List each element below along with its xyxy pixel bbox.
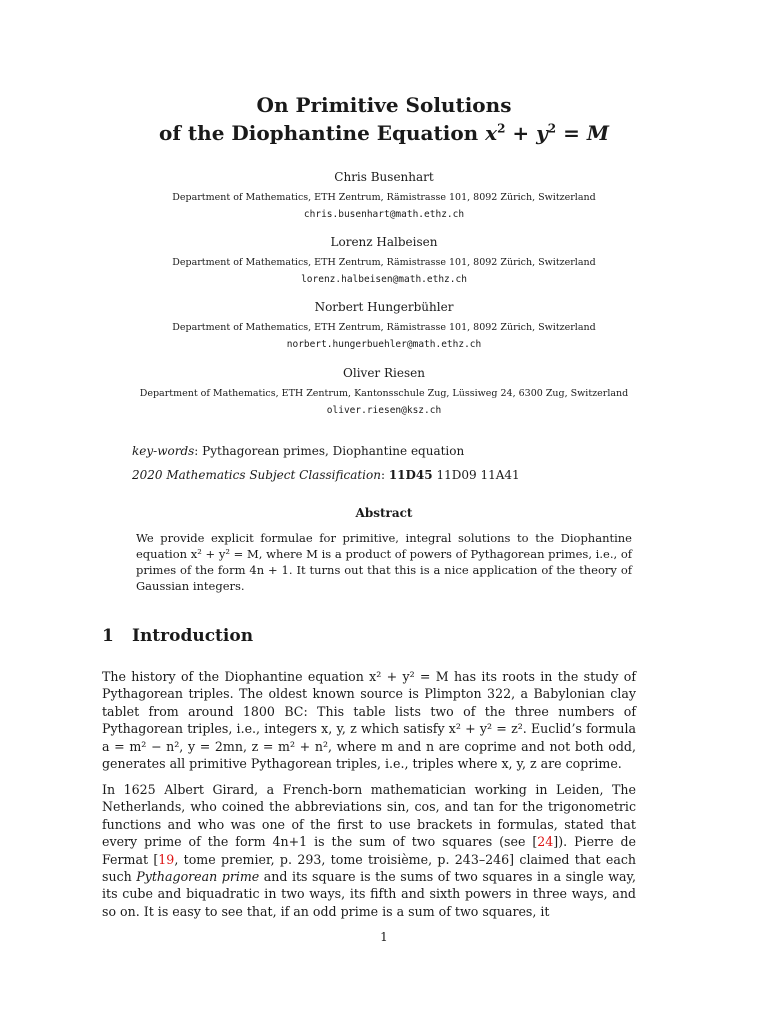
msc-line	[132, 468, 520, 482]
msc-primary: 11D45	[388, 468, 433, 482]
title-line-2	[0, 120, 768, 147]
paragraph-2-emphasis: Pythagorean prime	[136, 869, 260, 885]
author-name-2: Lorenz Halbeisen	[330, 235, 438, 249]
keywords-sep: :	[194, 444, 203, 458]
author-name-3: Norbert Hungerbühler	[314, 300, 454, 314]
abstract-text: We provide explicit formulae for primitive, integral solutions to the Diophantine equation x² + y² = M, where M is a product of powers of Pythagorean primes, i.e., of primes of the form 4n + 1. It turns out that this is a nice application of the theory of Gaussian integers.	[136, 531, 632, 593]
author-affiliation-1: Department of Mathematics, ETH Zentrum, Rämistrasse 101, 8092 Zürich, Switzerland	[172, 192, 596, 203]
paragraph-2-text-a: In 1625 Albert Girard, a French-born mathematician working in Leiden, The Netherlands, who coined the abbreviations sin, cos, and tan for the trigonometric functions and who was one of the first to use brackets in formulas, stated that every prime of the form 4n+1 is the sum of two squares (see [	[102, 782, 636, 850]
title-eq-equals: =	[556, 121, 587, 145]
paragraph-2-text-b: ]). Pierre de Fermat [	[102, 834, 636, 867]
msc-label: 2020 Mathematics Subject Classification	[132, 468, 381, 482]
author-email-1[interactable]: chris.busenhart@math.ethz.ch	[303, 209, 465, 220]
msc-sep: :	[380, 468, 389, 482]
title-eq-x: x	[485, 121, 498, 145]
title-eq-M: M	[586, 121, 609, 145]
title-eq-exp-x: 2	[497, 121, 506, 136]
author-affiliation-3: Department of Mathematics, ETH Zentrum, Rämistrasse 101, 8092 Zürich, Switzerland	[172, 322, 596, 333]
paragraph-2-text-c: , tome premier, p. 293, tome troisième, p. 243–246] claimed that each such	[102, 851, 637, 885]
author-name-4: Oliver Riesen	[343, 366, 425, 380]
paragraph-2-text-d: and its square is the sums of two squares in a single way, its cube and biquadratic in two ways, its fifth and sixth powers in three ways, and so on. It is easy to see that, if an odd prime is a sum of two squares, it	[102, 869, 636, 919]
author-affiliation-2: Department of Mathematics, ETH Zentrum, Rämistrasse 101, 8092 Zürich, Switzerland	[172, 257, 596, 268]
abstract-heading: Abstract	[355, 506, 413, 520]
author-email-4[interactable]: oliver.riesen@ksz.ch	[326, 405, 442, 416]
author-email-2[interactable]: lorenz.halbeisen@math.ethz.ch	[301, 274, 467, 285]
paragraph-1: The history of the Diophantine equation x² + y² = M has its roots in the study of Pythagorean triples. The oldest known source is Plimpton 322, a Babylonian clay tablet from around 1800 BC: This table lists two of the three numbers of Pythagorean triples, i.e., integers x, y, z which satisfy x² + y² = z². Euclid’s formula a = m² − n², y = 2mn, z = m² + n², where m and n are coprime and not both odd, generates all primitive Pythagorean triples, i.e., triples where x, y, z are coprime.	[102, 669, 636, 772]
section-heading	[102, 626, 253, 646]
section-title: Introduction	[132, 626, 254, 646]
title-line-2-text: of the Diophantine Equation	[159, 121, 486, 145]
keywords-label: key-words	[132, 444, 195, 458]
keywords-line	[132, 444, 464, 458]
section-number: 1	[102, 626, 114, 646]
author-email-3[interactable]: norbert.hungerbuehler@math.ethz.ch	[286, 339, 482, 350]
title-line-1: On Primitive Solutions	[256, 93, 512, 117]
title-eq-exp-y: 2	[547, 121, 557, 136]
citation-link-19[interactable]: 19	[158, 851, 175, 867]
page-number: 1	[380, 930, 388, 944]
keywords-value: Pythagorean primes, Diophantine equation	[202, 444, 465, 458]
msc-secondary: 11D09 11A41	[436, 468, 520, 482]
paragraph-2	[102, 781, 636, 920]
citation-link-24[interactable]: 24	[537, 834, 554, 850]
author-name-1: Chris Busenhart	[334, 170, 434, 184]
title-eq-plus: +	[505, 121, 537, 145]
author-affiliation-4: Department of Mathematics, ETH Zentrum, Kantonsschule Zug, Lüssiweg 24, 6300 Zug, Switzerland	[139, 388, 629, 399]
title-eq-y: y	[536, 121, 548, 145]
